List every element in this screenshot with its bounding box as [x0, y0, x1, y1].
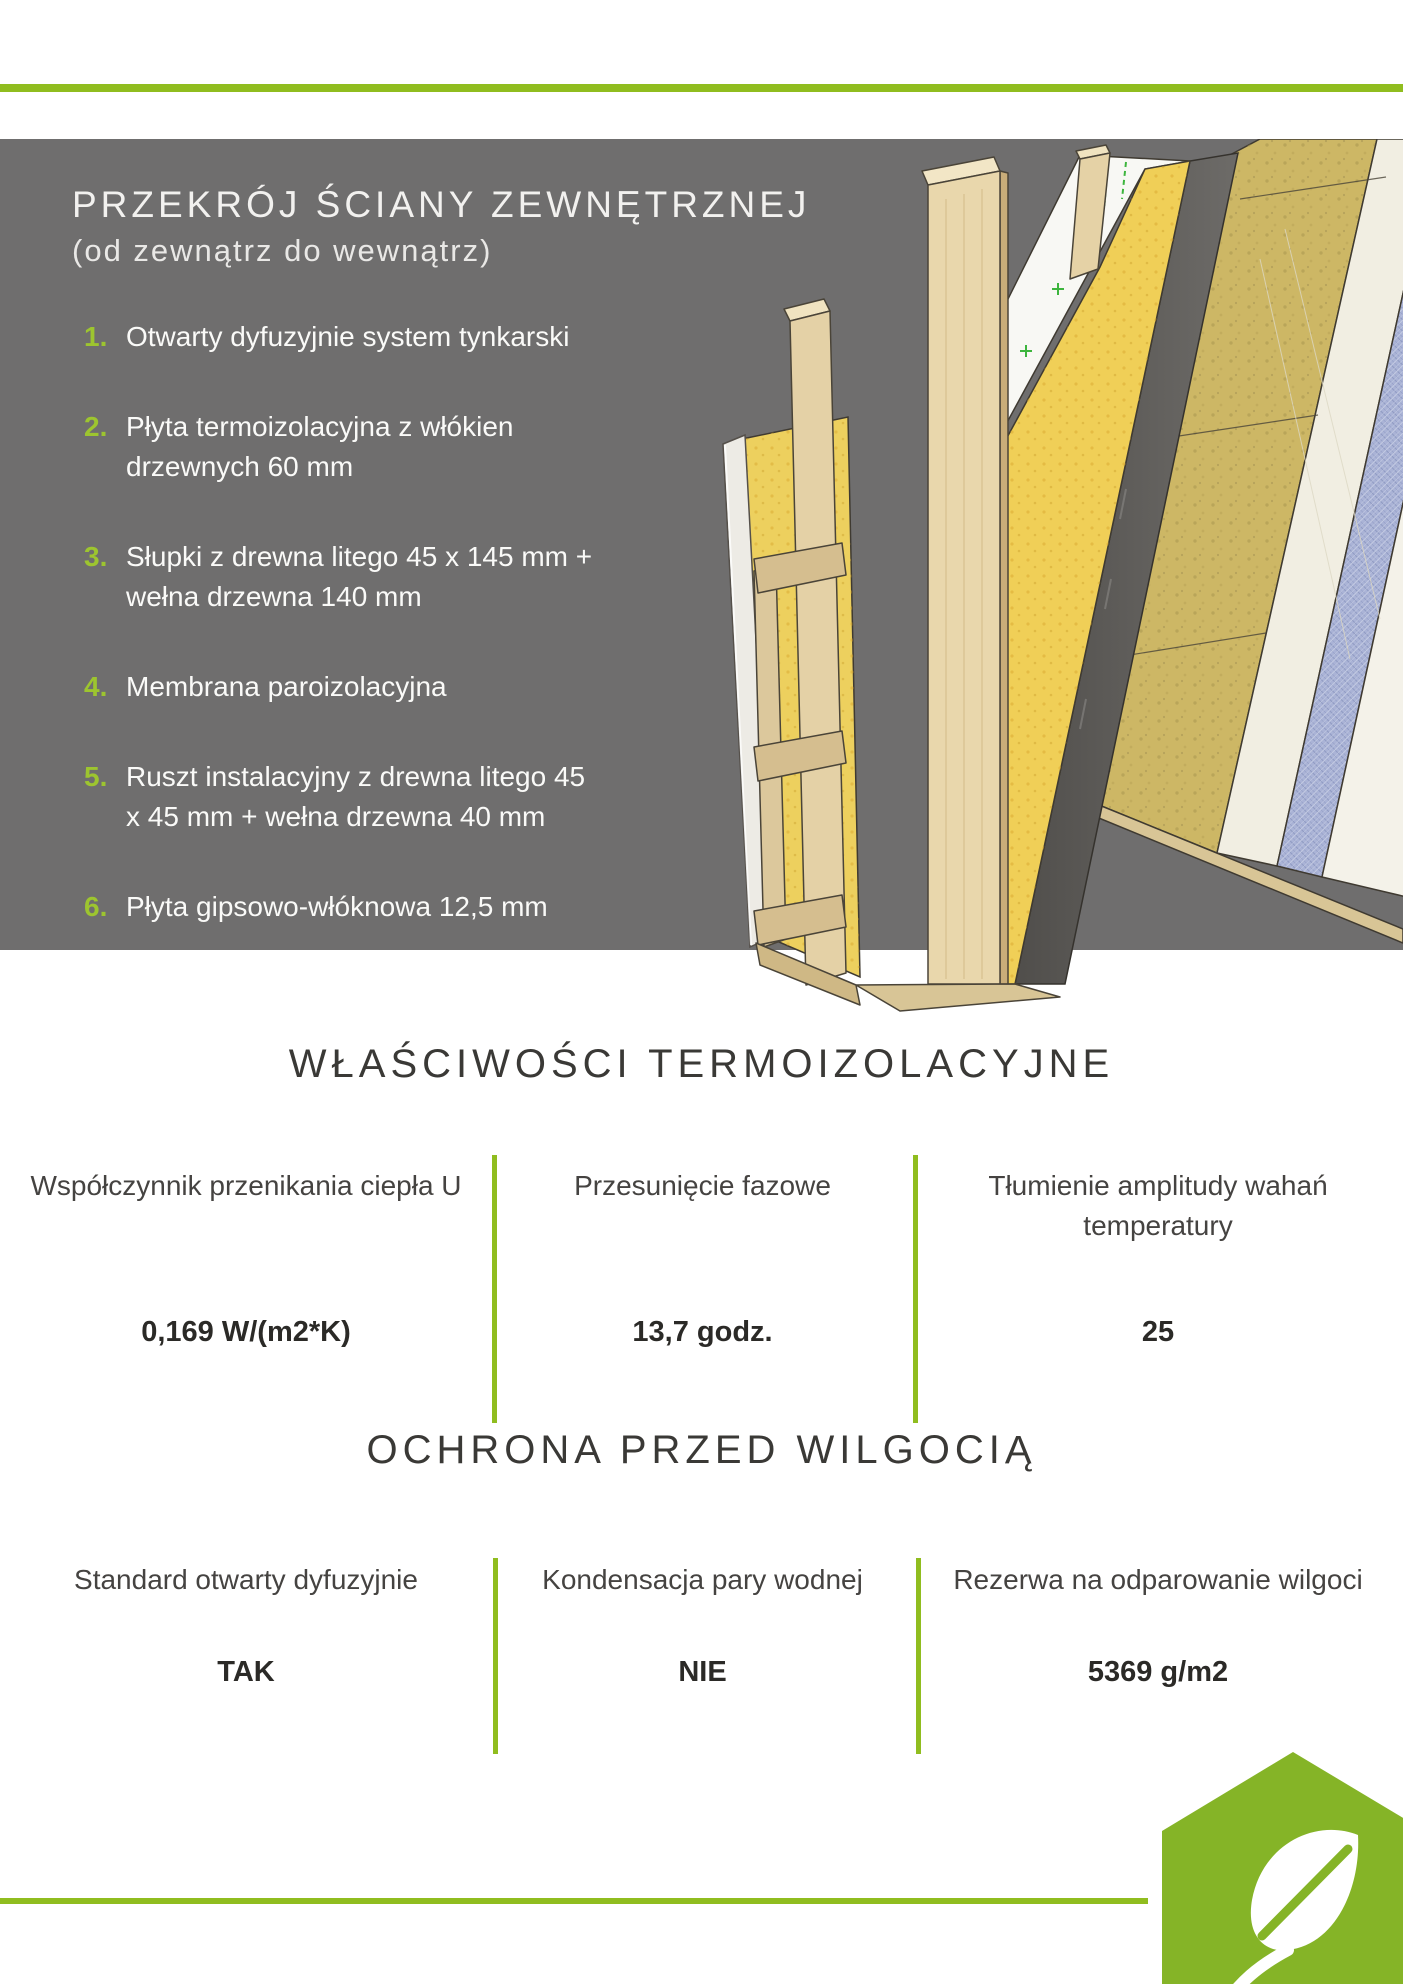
list-item-text: Płyta termoizolacyjna z włókien drzewnych 60 mm [126, 411, 514, 482]
bottom-green-rule [0, 1898, 1148, 1904]
stat-value: 13,7 godz. [632, 1316, 773, 1348]
stat-label: Przesunięcie fazowe [574, 1170, 831, 1201]
hero-panel [0, 139, 1403, 950]
list-item-number: 2. [84, 411, 108, 442]
stat-column [913, 1166, 1403, 1349]
list-item-text: Ruszt instalacyjny z drewna litego 45 x 45 mm + wełna drzewna 40 mm [126, 761, 586, 832]
wall-cross-section-illustration [560, 139, 1403, 1014]
list-item [84, 757, 594, 837]
moisture-stats-row [0, 1560, 1403, 1689]
list-item-text: Płyta gipsowo-włóknowa 12,5 mm [126, 891, 548, 922]
column-divider [913, 1155, 918, 1423]
list-item-text: Membrana paroizolacyjna [126, 671, 447, 702]
list-item [84, 317, 594, 357]
stat-label: Standard otwarty dyfuzyjnie [74, 1564, 418, 1595]
thermal-stats-row [0, 1166, 1403, 1349]
list-item-number: 6. [84, 891, 108, 922]
stat-value: NIE [678, 1656, 727, 1688]
wall-layer-list [84, 317, 594, 977]
column-divider [493, 1558, 498, 1754]
thermal-section-heading: WŁAŚCIWOŚCI TERMOIZOLACYJNE [288, 1042, 1115, 1086]
list-item-number: 4. [84, 671, 108, 702]
page-title-line2: (od zewnątrz do wewnątrz) [72, 233, 493, 268]
list-item [84, 407, 594, 487]
column-divider [492, 1155, 497, 1423]
stat-value: TAK [217, 1656, 275, 1688]
list-item-text: Otwarty dyfuzyjnie system tynkarski [126, 321, 570, 352]
list-item-number: 5. [84, 761, 108, 792]
page-title-line1: PRZEKRÓJ ŚCIANY ZEWNĘTRZNEJ [72, 184, 811, 225]
stat-column [492, 1166, 913, 1349]
stat-value: 25 [1141, 1316, 1175, 1348]
list-item [84, 537, 594, 617]
column-divider [916, 1558, 921, 1754]
stat-column [492, 1560, 913, 1689]
moisture-section-heading: OCHRONA PRZED WILGOCIĄ [366, 1428, 1037, 1472]
list-item [84, 667, 594, 707]
list-item [84, 887, 594, 927]
stat-value: 0,169 W/(m2*K) [141, 1316, 351, 1348]
list-item-number: 1. [84, 321, 108, 352]
list-item-number: 3. [84, 541, 108, 572]
list-item-text: Słupki z drewna litego 45 x 145 mm + wełna drzewna 140 mm [126, 541, 593, 612]
stat-column [913, 1560, 1403, 1689]
eco-house-leaf-logo [1162, 1752, 1403, 1984]
stat-label: Kondensacja pary wodnej [542, 1564, 863, 1595]
stat-label: Współczynnik przenikania ciepła U [30, 1170, 462, 1201]
stat-value: 5369 g/m2 [1087, 1656, 1229, 1688]
stat-label: Rezerwa na odparowanie wilgoci [953, 1564, 1363, 1595]
stat-column [0, 1560, 492, 1689]
top-green-rule [0, 84, 1403, 92]
stat-column [0, 1166, 492, 1349]
stat-label: Tłumienie amplitudy wahań temperatury [988, 1170, 1328, 1241]
